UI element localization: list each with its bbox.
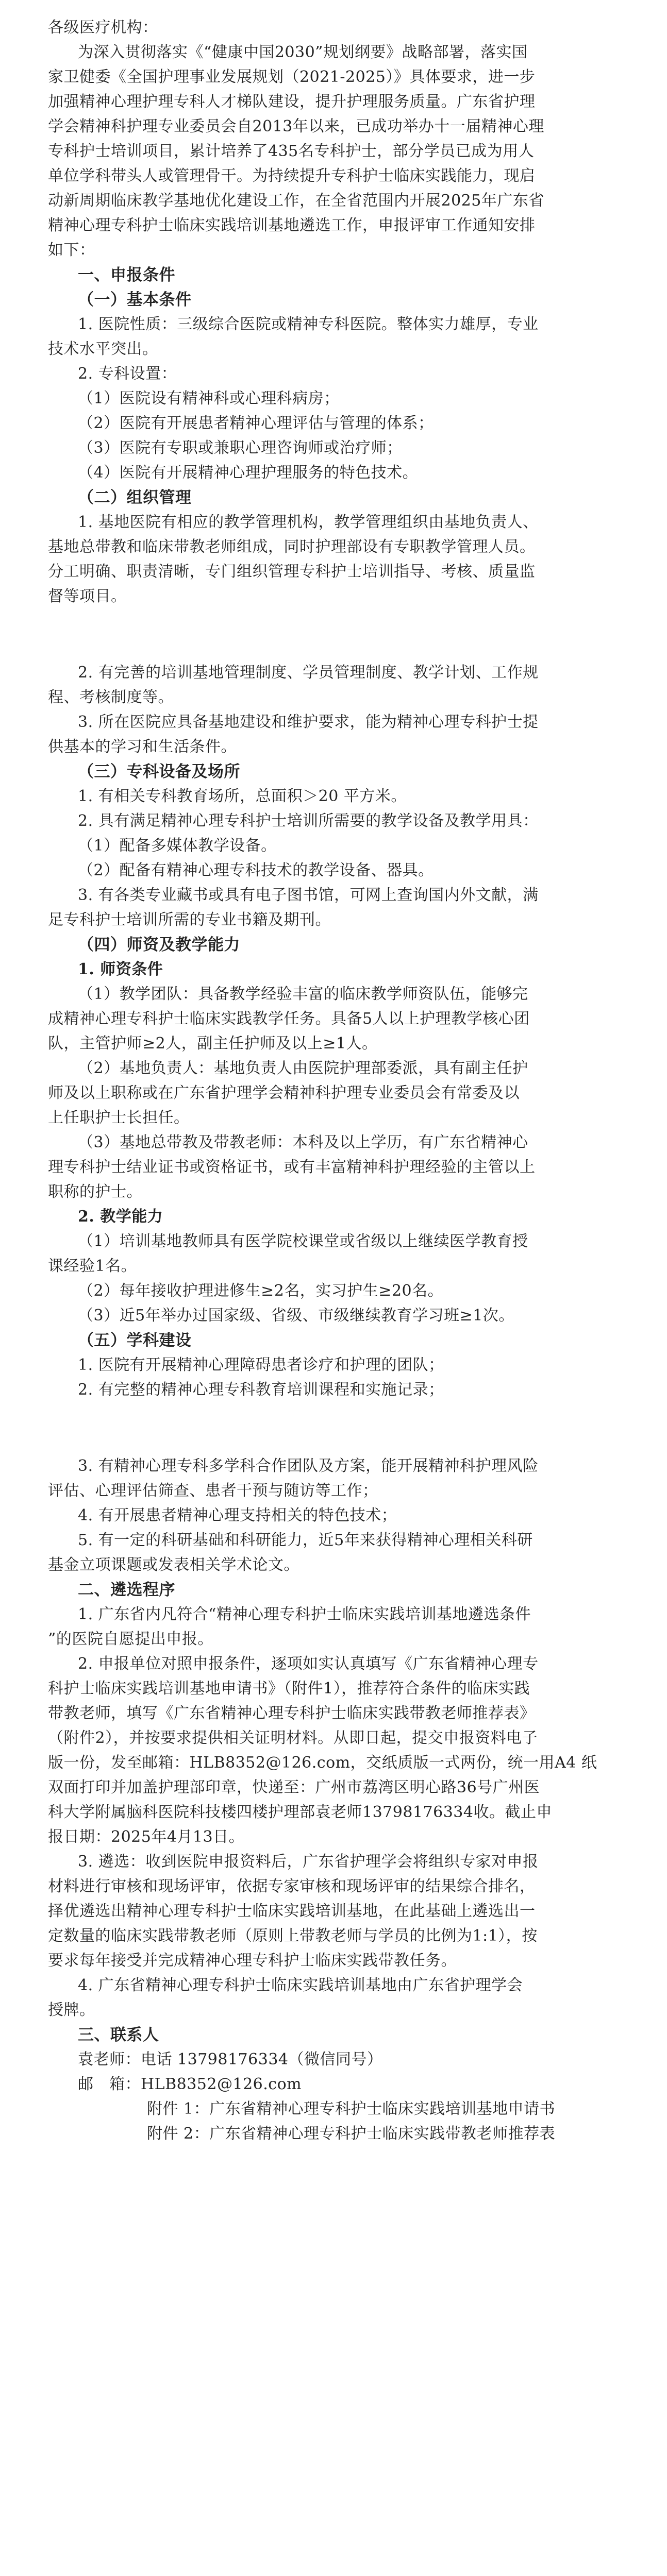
text-line: （2）配备有精神心理专科技术的教学设备、器具。	[78, 861, 434, 879]
text-line: （1）培训基地教师具有医学院校课堂或省级以上继续医学教育授	[78, 1232, 528, 1250]
text-line: 精神心理专科护士临床实践培训基地遴选工作，申报评审工作通知安排	[48, 216, 536, 234]
text-line: 2. 具有满足精神心理专科护士培训所需要的教学设备及教学用具：	[78, 812, 539, 830]
section-heading: （五）学科建设	[78, 1331, 192, 1350]
text-line: 基地总带教和临床带教老师组成，同时护理部设有专职教学管理人员。	[48, 538, 536, 556]
text-line: 1. 基地医院有相应的教学管理机构，教学管理组织由基地负责人、	[78, 513, 539, 531]
text-line: 双面打印并加盖护理部印章，快递至：广州市荔湾区明心路36号广州医	[48, 1778, 540, 1797]
text-line: 报日期：2025年4月13日。	[48, 1828, 245, 1846]
text-line: 足专科护士培训所需的专业书籍及期刊。	[48, 911, 331, 929]
section-heading: 2. 教学能力	[78, 1208, 163, 1226]
text-line: 课经验1名。	[48, 1257, 137, 1275]
text-line: 4. 广东省精神心理专科护士临床实践培训基地由广东省护理学会	[78, 1976, 523, 1994]
text-line: 师及以上职称或在广东省护理学会精神科护理专业委员会有常委及以	[48, 1084, 520, 1102]
text-line: 家卫健委《全国护理事业发展规划（2021-2025）》具体要求，进一步	[48, 68, 536, 86]
text-line: 2. 专科设置：	[78, 365, 177, 383]
section-heading: 一、申报条件	[78, 266, 175, 284]
section-heading: 1. 师资条件	[78, 960, 163, 978]
text-line: 学会精神科护理专业委员会自2013年以来，已成功举办十一届精神心理	[48, 117, 544, 135]
text-line: 2. 有完善的培训基地管理制度、学员管理制度、教学计划、工作规	[78, 664, 539, 682]
text-line: 材料进行审核和现场评审，依据专家审核和现场评审的结果综合排名，	[48, 1877, 536, 1895]
text-line: （附件2），并按要求提供相关证明材料。从即日起，提交申报资料电子	[48, 1729, 538, 1747]
text-line: 队，主管护师≥2人，副主任护师及以上≥1人。	[48, 1035, 378, 1053]
text-line: （2）每年接收护理进修生≥2名，实习护生≥20名。	[78, 1282, 444, 1300]
text-line: 程、考核制度等。	[48, 688, 174, 706]
text-line: （3）医院有专职或兼职心理咨询师或治疗师；	[78, 439, 403, 457]
section-heading: （一）基本条件	[78, 291, 192, 309]
text-line: 基金立项课题或发表相关学术论文。	[48, 1556, 299, 1574]
text-line: （1）医院设有精神科或心理科病房；	[78, 389, 340, 408]
text-line: 要求每年接受并完成精神心理专科护士临床实践带教任务。	[48, 1952, 457, 1970]
text-line: （4）医院有开展精神心理护理服务的特色技术。	[78, 464, 419, 482]
text-line: 加强精神心理护理专科人才梯队建设，提升护理服务质量。广东省护理	[48, 93, 536, 111]
section-heading: （三）专科设备及场所	[78, 762, 240, 781]
text-line: 分工明确、职责清晰，专门组织管理专科护士培训指导、考核、质量监	[48, 563, 536, 581]
section-heading: （二）组织管理	[78, 488, 192, 507]
text-line: （3）基地总带教及带教老师：本科及以上学历，有广东省精神心	[78, 1133, 528, 1151]
text-line: 5. 有一定的科研基础和科研能力，近5年来获得精神心理相关科研	[78, 1531, 533, 1549]
text-line: 3. 有各类专业藏书或具有电子图书馆，可网上查询国内外文献，满	[78, 886, 539, 904]
text-line: （1）配备多媒体教学设备。	[78, 837, 277, 855]
text-line: 1. 医院有开展精神心理障碍患者诊疗和护理的团队；	[78, 1356, 444, 1374]
text-line: 版一份，发至邮箱：HLB8352@126.com，交纸质版一式两份，统一用A4 纸	[48, 1754, 597, 1772]
text-line: ”的医院自愿提出申报。	[48, 1630, 213, 1648]
text-line: 定数量的临床实践带教老师（原则上带教老师与学员的比例为1:1），按	[48, 1927, 538, 1945]
text-line: 动新周期临床教学基地优化建设工作，在全省范围内开展2025年广东省	[48, 192, 544, 210]
text-line: 2. 有完整的精神心理专科教育培训课程和实施记录；	[78, 1381, 444, 1399]
section-heading: 三、联系人	[78, 2026, 159, 2044]
text-line: （1）教学团队：具备教学经验丰富的临床教学师资队伍，能够完	[78, 985, 528, 1003]
text-line: 1. 广东省内凡符合“精神心理专科护士临床实践培训基地遴选条件	[78, 1605, 531, 1623]
text-line: 择优遴选出精神心理专科护士临床实践培训基地，在此基础上遴选出一	[48, 1902, 536, 1920]
section-heading: （四）师资及教学能力	[78, 936, 240, 954]
text-line: 为深入贯彻落实《“健康中国2030”规划纲要》战略部署，落实国	[78, 43, 528, 61]
text-line: 上任职护士长担任。	[48, 1109, 190, 1127]
text-line: 授牌。	[48, 2001, 95, 2019]
text-line: 评估、心理评估筛查、患者干预与随访等工作；	[48, 1482, 378, 1500]
text-line: 职称的护士。	[48, 1183, 142, 1201]
text-line: （3）近5年举办过国家级、省级、市级继续教育学习班≥1次。	[78, 1307, 514, 1325]
text-line: 理专科护士结业证书或资格证书，或有丰富精神科护理经验的主管以上	[48, 1158, 536, 1176]
text-line: 各级医疗机构：	[48, 19, 158, 37]
text-line: 邮 箱：HLB8352@126.com	[78, 2075, 302, 2093]
text-line: 3. 遴选：收到医院申报资料后，广东省护理学会将组织专家对申报	[78, 1853, 539, 1871]
text-line: 督等项目。	[48, 587, 127, 605]
text-line: 带教老师，填写《广东省精神心理专科护士临床实践带教老师推荐表》	[48, 1704, 536, 1722]
text-line: 2. 申报单位对照申报条件，逐项如实认真填写《广东省精神心理专	[78, 1655, 539, 1673]
text-line: 附件 1：广东省精神心理专科护士临床实践培训基地申请书	[147, 2100, 556, 2118]
section-heading: 二、遴选程序	[78, 1581, 175, 1599]
text-line: （2）基地负责人：基地负责人由医院护理部委派，具有副主任护	[78, 1059, 528, 1077]
text-line: 供基本的学习和生活条件。	[48, 738, 237, 756]
text-line: 1. 有相关专科教育场所，总面积＞20 平方米。	[78, 787, 407, 805]
text-line: 3. 所在医院应具备基地建设和维护要求，能为精神心理专科护士提	[78, 713, 539, 731]
text-line: 成精神心理专科护士临床实践教学任务。具备5人以上护理教学核心团	[48, 1010, 530, 1028]
text-line: 技术水平突出。	[48, 340, 158, 358]
text-line: 科大学附属脑科医院科技楼四楼护理部袁老师13798176334收。截止申	[48, 1803, 552, 1821]
text-line: 科护士临床实践培训基地申请书》（附件1），推荐符合条件的临床实践	[48, 1680, 530, 1698]
text-line: 单位学科带头人或管理骨干。为持续提升专科护士临床实践能力，现启	[48, 167, 536, 185]
text-line: 如下：	[48, 241, 95, 259]
text-line: 袁老师：电话 13798176334（微信同号）	[78, 2050, 383, 2069]
text-line: 1. 医院性质：三级综合医院或精神专科医院。整体实力雄厚，专业	[78, 315, 539, 333]
text-line: 3. 有精神心理专科多学科合作团队及方案，能开展精神科护理风险	[78, 1457, 539, 1475]
text-line: 4. 有开展患者精神心理支持相关的特色技术；	[78, 1506, 397, 1524]
text-line: 专科护士培训项目，累计培养了435名专科护士，部分学员已成为用人	[48, 142, 535, 160]
text-line: （2）医院有开展患者精神心理评估与管理的体系；	[78, 414, 434, 432]
text-line: 附件 2：广东省精神心理专科护士临床实践带教老师推荐表	[147, 2125, 556, 2143]
